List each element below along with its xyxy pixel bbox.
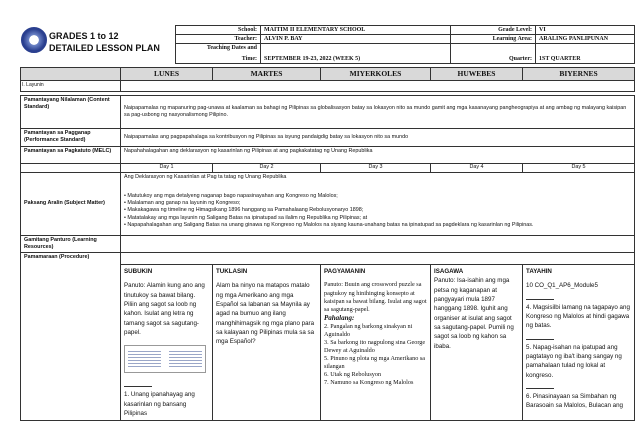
day-1: Day 1 [121,163,213,172]
day-lunes: LUNES [121,68,213,81]
tayahin-item: 5. Napag-isahan na ipatupad ang pagtatayo ng iba't ibang sangay ng pamahalaan tulad ng lokal at kongreso. [526,343,622,379]
area-label: Learning Area: [451,35,536,44]
content-standard-value: Naipapamalas ng mapanuring pag-unawa at kaalaman sa bahagi ng Pilipinas sa globalisasyon batay sa lokasyon nito sa mundo gamit ang mga kasanayang pangheograpiya at ang ambag ng malayang kaisipan sa pag-usbong ng nasyonalismong Pilipino. [121,96,635,129]
days-header-table [20,67,635,92]
day-4: Day 4 [431,163,523,172]
melc-value: Napahahalagahan ang deklarasyon ng kasarinlan ng Pilipinas at ang pagkakatatag ng Unang Republika [121,146,635,163]
pahalang-heading: Pahalang: [324,313,355,322]
title-line-2: DETAILED LESSON PLAN [49,43,160,54]
dates-label-1: Teaching Dates and [206,45,257,52]
pagyamanin-title: PAGYAMANIN [324,268,366,276]
pagyamanin-item: 7. Namuno sa Kongreso ng Malolos [324,379,414,387]
procedure-spacer [121,253,635,265]
pagyamanin-cell [321,265,431,421]
header-info-table [175,25,635,64]
blank-cell [21,68,121,81]
teacher-label: Teacher: [176,35,261,44]
isagawa-title: ISAGAWA [434,268,464,276]
learning-resources-value [121,235,635,253]
tayahin-item: 4. Magsisilbi lamang na tagapayo ang Kongreso ng Malolos at hindi gagawa ng batas. [526,303,630,330]
dates-label-2: Time: [241,56,257,63]
day-biyernes: BIYERNES [523,68,635,81]
pagyamanin-item: 3. Sa barkong ito nagpulong sina George Dewey at Aguinaldo [324,338,426,355]
dates-value: SEPTEMBER 19-23, 2022 (WEEK 5) [261,44,451,64]
day-huwebes: HUWEBES [431,68,523,81]
module-code: 10 CO_Q1_AP6_Module5 [526,282,598,290]
procedure-label: Pamamaraan (Procedure) [21,253,121,421]
content-standard-label: Pamantayang Nilalaman (Content Standard) [21,96,121,129]
subject-matter-label: Paksang Aralin (Subject Matter) [21,172,121,235]
answer-blank [526,334,554,340]
layunin-label: I. Layunin [21,81,121,92]
deped-seal-logo [21,27,47,53]
answer-blank [124,381,152,387]
subukin-cell [121,265,213,421]
pagyamanin-item: 5. Pinuno ng plota ng mga Amerikano sa silangan [324,355,426,371]
document-title [49,30,160,54]
tayahin-cell [523,265,635,421]
day-5: Day 5 [523,163,635,172]
subject-title: Ang Deklarasyon ng Kasarinlan at Pag ta tatag ng Unang Republika [124,173,287,180]
pagyamanin-item: 2. Pangalan ng barkong sinakyan ni Aguinaldo [324,322,413,338]
subject-bullet: • Makakagawa ng timeline ng Himagsikang 1896 hanggang sa Pamahalaang Rebolusyonaryo 1898; [124,207,364,214]
tayahin-title: TAYAHIN [526,268,552,276]
tuklasin-title: TUKLASIN [216,268,248,276]
tuklasin-cell [213,265,321,421]
day-3: Day 3 [321,163,431,172]
tuklasin-text: Alam ba ninyo na matapos matalo ng mga Amerikano ang mga Español sa labanan sa Maynila ay agad na bumuo ang ilang manghihimagsik ng mga plano para sa kalayaan ng Pilipinas mula sa sa mga Español? [216,282,315,346]
subject-bullet: • Malalaman ang ganap na layunin ng Kongreso; [124,200,241,207]
answer-choices-image [124,345,206,373]
pagyamanin-text: Panuto: Buuin ang crossword puzzle sa pagtukoy ng hinihinging konsepto at kaisipan sa bawat bilang. Isulat ang sagot sa sagutang-papel. [324,281,427,313]
subukin-title: SUBUKIN [124,268,153,276]
teacher-value: ALVIN P. BAY [261,35,451,44]
answer-blank [526,294,554,300]
subject-bullet: • Matutukoy ang mga detalyeng naganap bago napasinayahan ang Kongreso ng Malolos; [124,192,338,199]
melc-label: Pamantayan sa Pagkatuto (MELC) [21,146,121,163]
subukin-item: 1. Unang ipanahayag ang kasarinlan ng bansang Pilipinas [124,391,195,417]
tayahin-item: 6. Pinasinayaan sa Simbahan ng Barasoain sa Malolos, Bulacan ang [526,392,623,410]
blank-cell [21,163,121,172]
lesson-table [20,95,635,421]
day-miyerkoles: MIYERKOLES [321,68,431,81]
grade-value: VI [536,26,635,35]
grade-label: Grade Level: [451,26,536,35]
quarter-value: 1ST QUARTER [536,44,635,64]
answer-blank [526,383,554,389]
school-value: MAITIM II ELEMENTARY SCHOOL [261,26,451,35]
day-2: Day 2 [213,163,321,172]
school-label: School: [176,26,261,35]
pagyamanin-item: 6. Utak ng Rebolusyon [324,371,382,379]
dates-label [176,44,261,64]
isagawa-cell [431,265,523,421]
quarter-label: Quarter: [451,44,536,64]
title-line-1: GRADES 1 to 12 [49,31,119,41]
subject-bullet: • Matatalakay ang mga layunin ng Saligang Batas na ipinatupad sa ilalim ng Republika ng Pilipinas; at [124,214,368,221]
subject-matter-value [121,172,635,235]
learning-resources-label: Gamitang Panturo (Learning Resources) [21,235,121,253]
area-value: ARALING PANLIPUNAN [536,35,635,44]
performance-standard-label: Pamantayan sa Pagganap (Performance Standard) [21,129,121,147]
isagawa-text: Panuto: Isa-isahin ang mga petsa ng kaganapan at pangyayari mula 1897 hanggang 1898. Iguhit ang organiser at isulat ang sagot sa sagutang-papel. Pumili ng sagot sa loob ng kahon sa ibaba. [434,277,514,350]
layunin-value [121,81,635,92]
subukin-text: Panuto: Alamin kung ano ang tinutukoy sa bawat bilang. Piliin ang sagot sa loob ng kahon. Isulat ang letra ng tamang sagot sa sagutang-papel. [124,282,205,336]
subject-bullet: • Napapahalagahan ang Saligang Batas na unang ginawa ng Kongreso ng Malolos na siyang kauna-unahang batas na ipinatupad sa pagdeklara ng kasarinlan ng Pilipinas. [124,222,534,229]
day-martes: MARTES [213,68,321,81]
performance-standard-value: Naipapamalas ang pagpapahalaga sa kontribusyon ng Pilipinas sa isyung pandaigdig batay sa lokasyon nito sa mundo [121,129,635,147]
